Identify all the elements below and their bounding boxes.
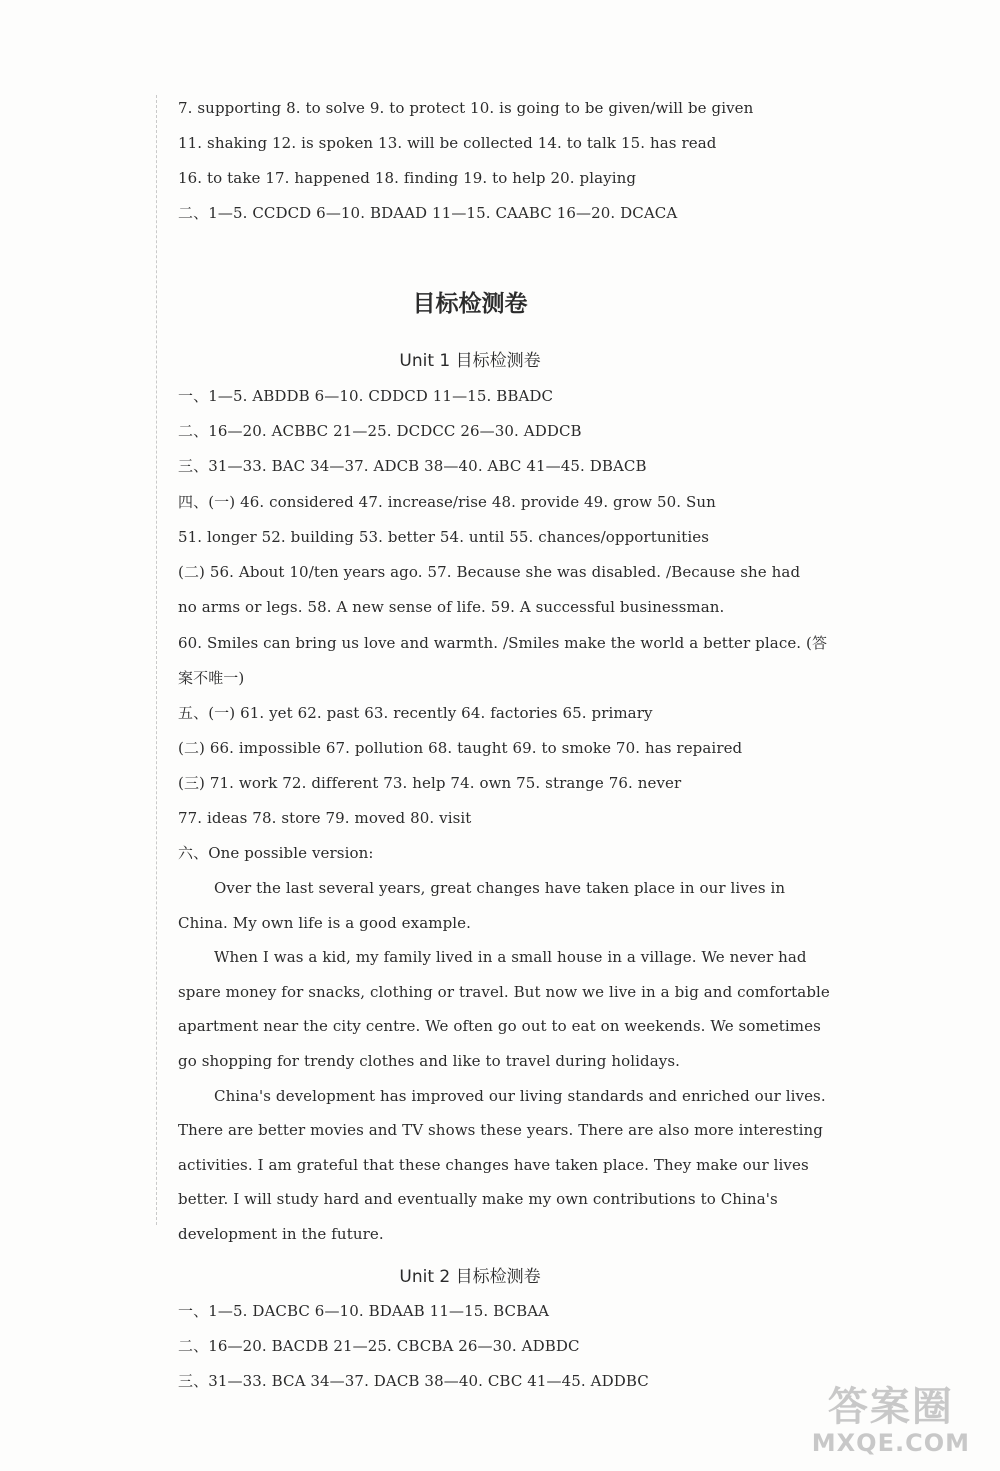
essay-line: activities. I am grateful that these changes have taken place. They make our lives	[178, 1156, 809, 1174]
essay-line: China's development has improved our living standards and enriched our lives.	[214, 1087, 826, 1105]
unit1-title: Unit 1 目标检测卷	[399, 351, 541, 371]
answer-line: 一、1—5. DACBC 6—10. BDAAB 11—15. BCBAA	[178, 1302, 550, 1320]
essay-line: development in the future.	[178, 1225, 384, 1243]
essay-line: go shopping for trendy clothes and like to travel during holidays.	[178, 1052, 681, 1070]
answer-line: 六、One possible version:	[178, 844, 374, 862]
essay-line: When I was a kid, my family lived in a small house in a village. We never had	[214, 948, 807, 966]
answer-line: 11. shaking 12. is spoken 13. will be collected 14. to talk 15. has read	[178, 134, 717, 152]
watermark-logo	[812, 1385, 970, 1457]
answer-line: 五、(一) 61. yet 62. past 63. recently 64. factories 65. primary	[178, 704, 653, 722]
answer-line: 三、31—33. BAC 34—37. ADCB 38—40. ABC 41—45. DBACB	[178, 457, 647, 475]
watermark-text-zh: 答案圈	[827, 1384, 954, 1430]
binding-margin-line	[156, 95, 158, 1225]
answer-line: (二) 56. About 10/ten years ago. 57. Because she was disabled. /Because she had	[178, 563, 801, 581]
answer-line: 77. ideas 78. store 79. moved 80. visit	[178, 809, 472, 827]
essay-line: Over the last several years, great changes have taken place in our lives in	[214, 879, 786, 897]
essay-line: better. I will study hard and eventually make my own contributions to China's	[178, 1190, 778, 1208]
answer-line: (二) 66. impossible 67. pollution 68. taught 69. to smoke 70. has repaired	[178, 739, 743, 757]
answer-line: 51. longer 52. building 53. better 54. until 55. chances/opportunities	[178, 528, 710, 546]
answer-line: (三) 71. work 72. different 73. help 74. own 75. strange 76. never	[178, 774, 682, 792]
unit2-title: Unit 2 目标检测卷	[399, 1267, 541, 1287]
watermark-text-en: MXQE.COM	[811, 1429, 970, 1457]
page-title: 目标检测卷	[412, 291, 528, 317]
essay-line: There are better movies and TV shows these years. There are also more interesting	[178, 1121, 823, 1139]
answer-line: 三、31—33. BCA 34—37. DACB 38—40. CBC 41—45. ADDBC	[178, 1372, 649, 1390]
answer-line: 案不唯一)	[178, 669, 245, 687]
answer-line: 二、16—20. ACBBC 21—25. DCDCC 26—30. ADDCB	[178, 422, 582, 440]
answer-line: 7. supporting 8. to solve 9. to protect 10. is going to be given/will be given	[178, 99, 754, 117]
answer-line: 60. Smiles can bring us love and warmth. /Smiles make the world a better place. (答	[178, 634, 828, 652]
essay-line: China. My own life is a good example.	[178, 914, 472, 932]
answer-line: no arms or legs. 58. A new sense of life. 59. A successful businessman.	[178, 598, 725, 616]
answer-line: 二、16—20. BACDB 21—25. CBCBA 26—30. ADBDC	[178, 1337, 580, 1355]
answer-line: 16. to take 17. happened 18. finding 19. to help 20. playing	[178, 169, 637, 187]
essay-line: spare money for snacks, clothing or travel. But now we live in a big and comfortable	[178, 983, 830, 1001]
answer-line: 四、(一) 46. considered 47. increase/rise 48. provide 49. grow 50. Sun	[178, 493, 716, 511]
answer-line: 二、1—5. CCDCD 6—10. BDAAD 11—15. CAABC 16—20. DCACA	[178, 204, 678, 222]
answer-line: 一、1—5. ABDDB 6—10. CDDCD 11—15. BBADC	[178, 387, 554, 405]
essay-line: apartment near the city centre. We often go out to eat on weekends. We sometimes	[178, 1017, 821, 1035]
